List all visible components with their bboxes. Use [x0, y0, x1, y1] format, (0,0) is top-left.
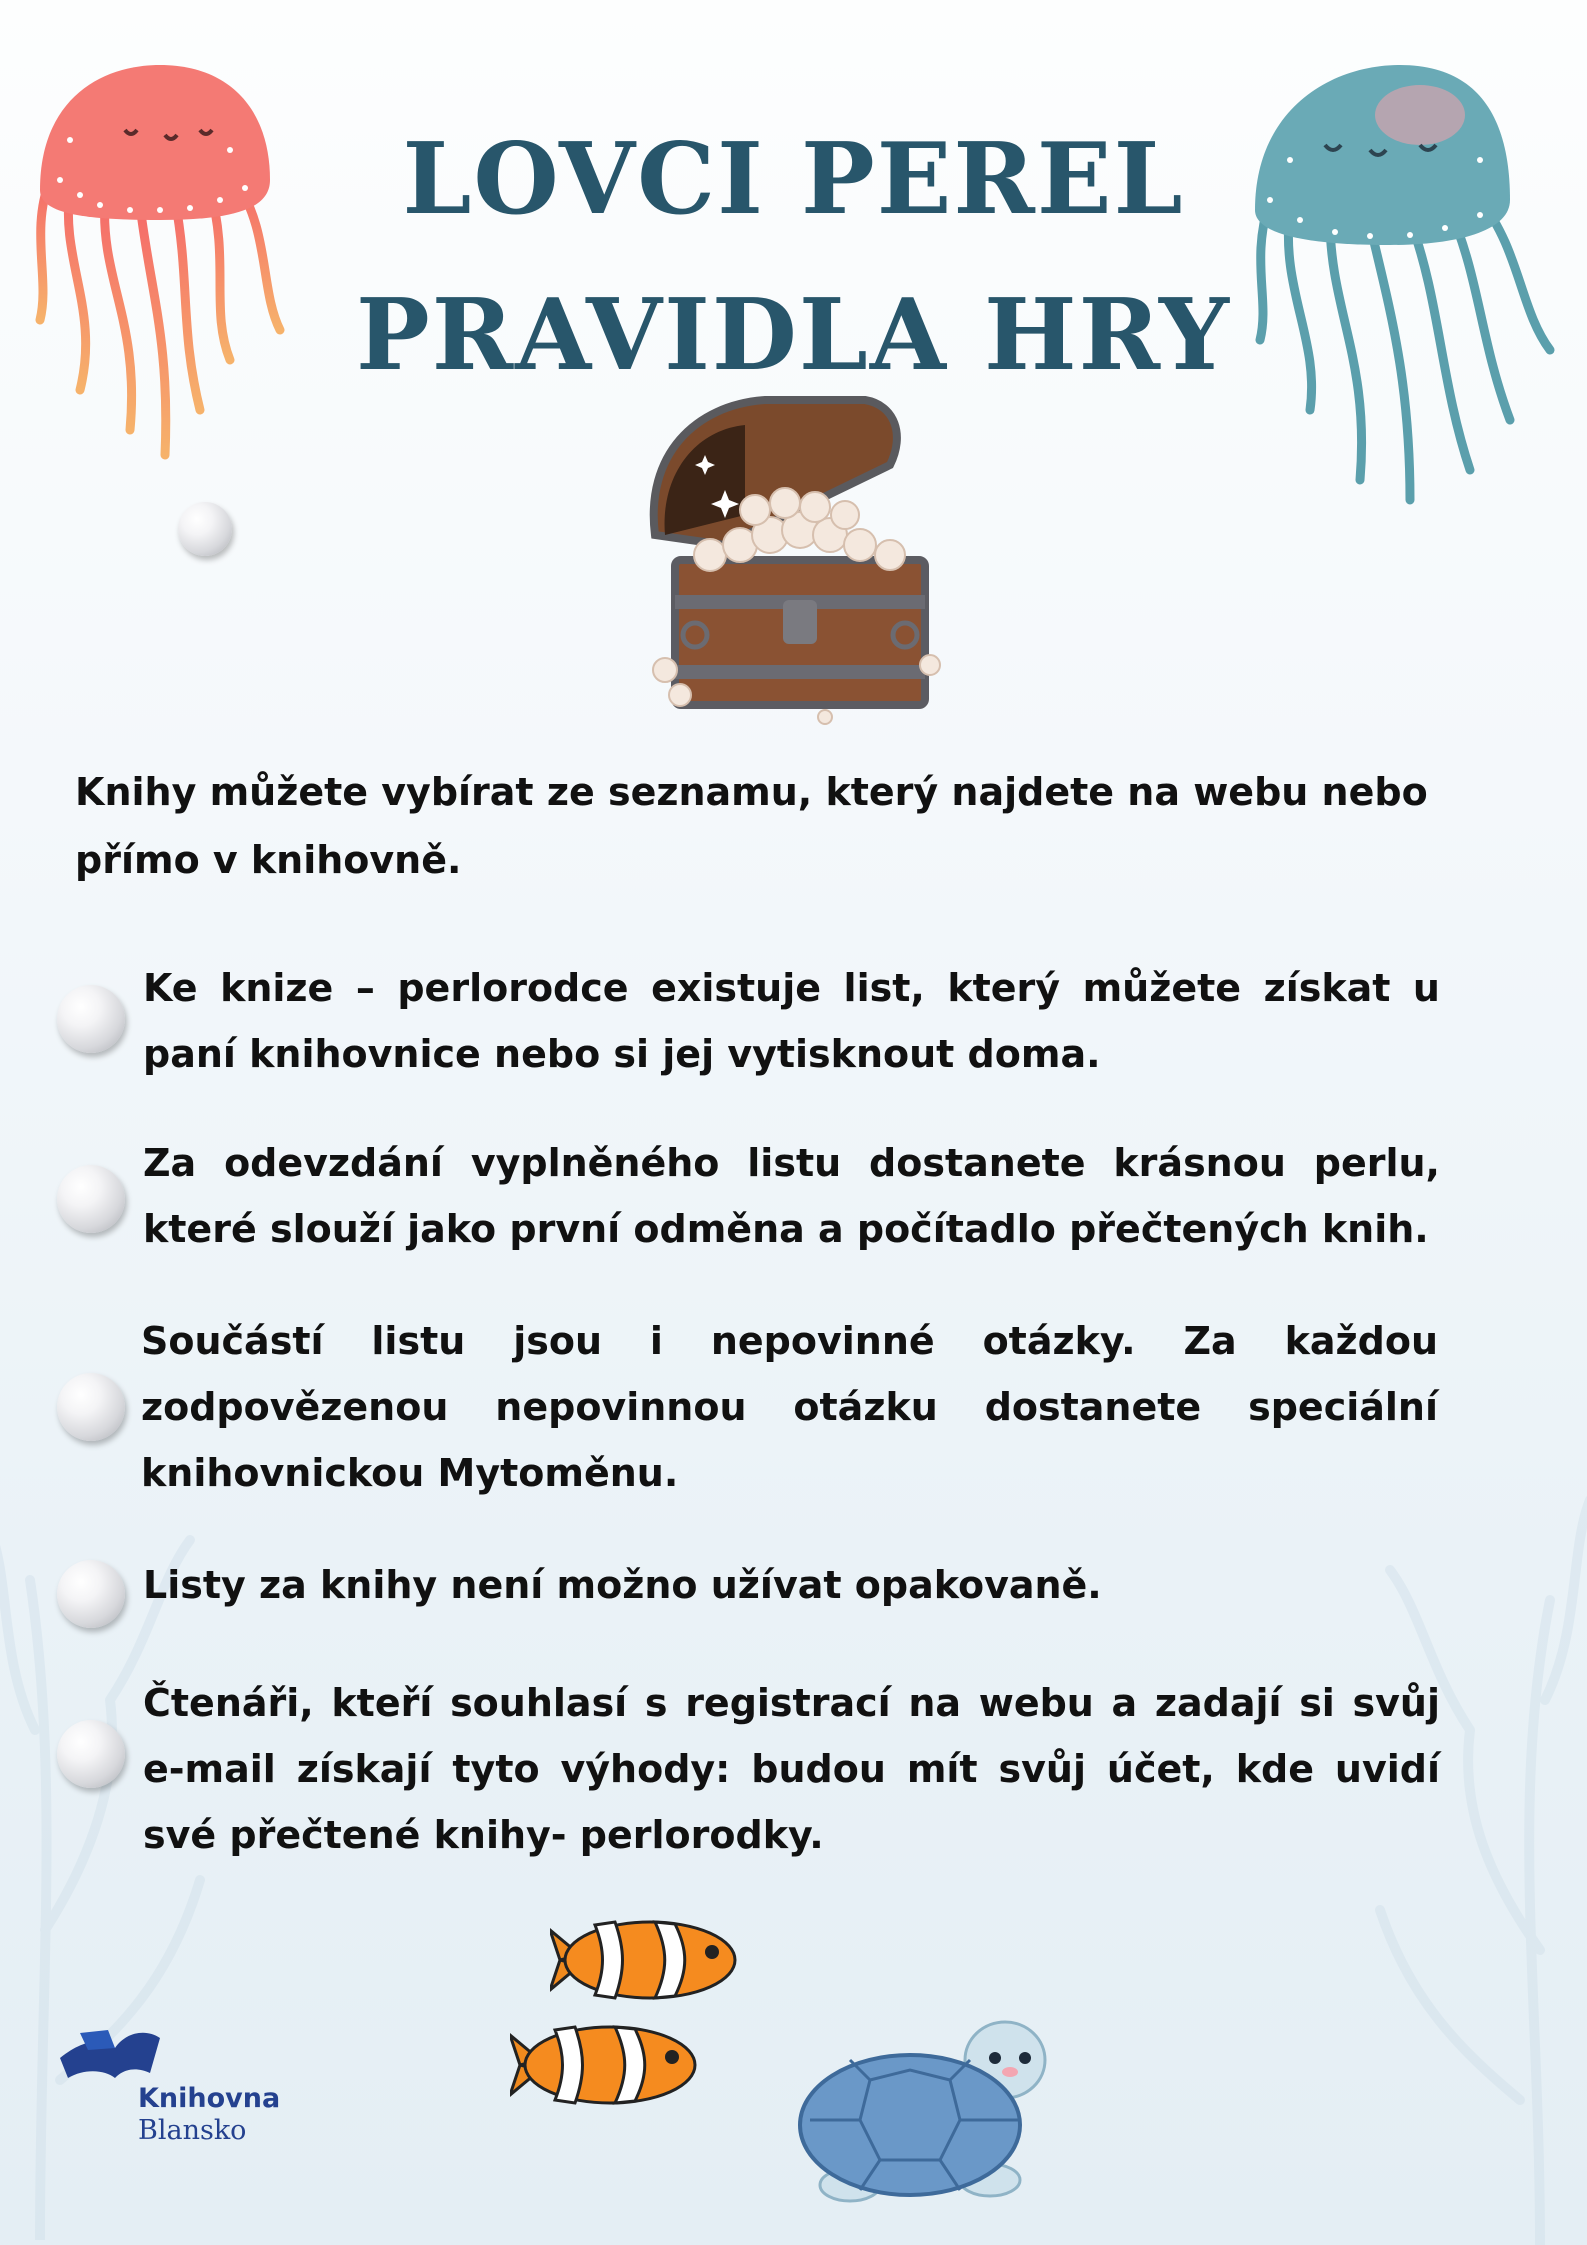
intro-text: Knihy můžete vybírat ze seznamu, který najdete na webu nebo přímo v knihovně.	[75, 770, 1428, 882]
logo-line1: Knihovna	[138, 2083, 281, 2114]
clownfish-icon	[510, 2015, 710, 2115]
bullet-pearl-icon	[57, 1560, 125, 1628]
rule-item-4: Listy za knihy není možno užívat opakovaně.	[143, 1563, 1102, 1607]
rule-item-5: Čtenáři, kteří souhlasí s registrací na webu a zadají si svůj e-mail získají tyto výhody: budou mít svůj účet, kde uvidí své přečtené knihy- perlorodky.	[143, 1681, 1440, 1857]
treasure-chest-icon	[635, 395, 950, 725]
bullet-pearl-icon	[57, 1165, 125, 1233]
page-title-line2: PRAVIDLA HRY	[356, 278, 1231, 393]
rule-item-3: Součástí listu jsou i nepovinné otázky. Za každou zodpovězenou nepovinnou otázku dostanete speciální knihovnickou Mytoměnu.	[141, 1319, 1438, 1495]
page-title-line1: LOVCI PEREL	[402, 122, 1185, 237]
bullet-pearl-icon	[57, 1373, 125, 1441]
bullet-pearl-icon	[57, 1720, 125, 1788]
rule-item-2: Za odevzdání vyplněného listu dostanete krásnou perlu, které slouží jako první odměna a počítadlo přečtených knih.	[143, 1141, 1440, 1251]
rule-item-1: Ke knize – perlorodce existuje list, který můžete získat u paní knihovnice nebo si jej vytisknout doma.	[143, 966, 1440, 1076]
pearl-icon	[178, 502, 232, 556]
logo-line2: Blansko	[138, 2115, 247, 2146]
bullet-pearl-icon	[57, 985, 125, 1053]
book-logo-icon	[60, 2028, 160, 2084]
clownfish-icon	[550, 1910, 750, 2010]
turtle-icon	[790, 2010, 1050, 2210]
